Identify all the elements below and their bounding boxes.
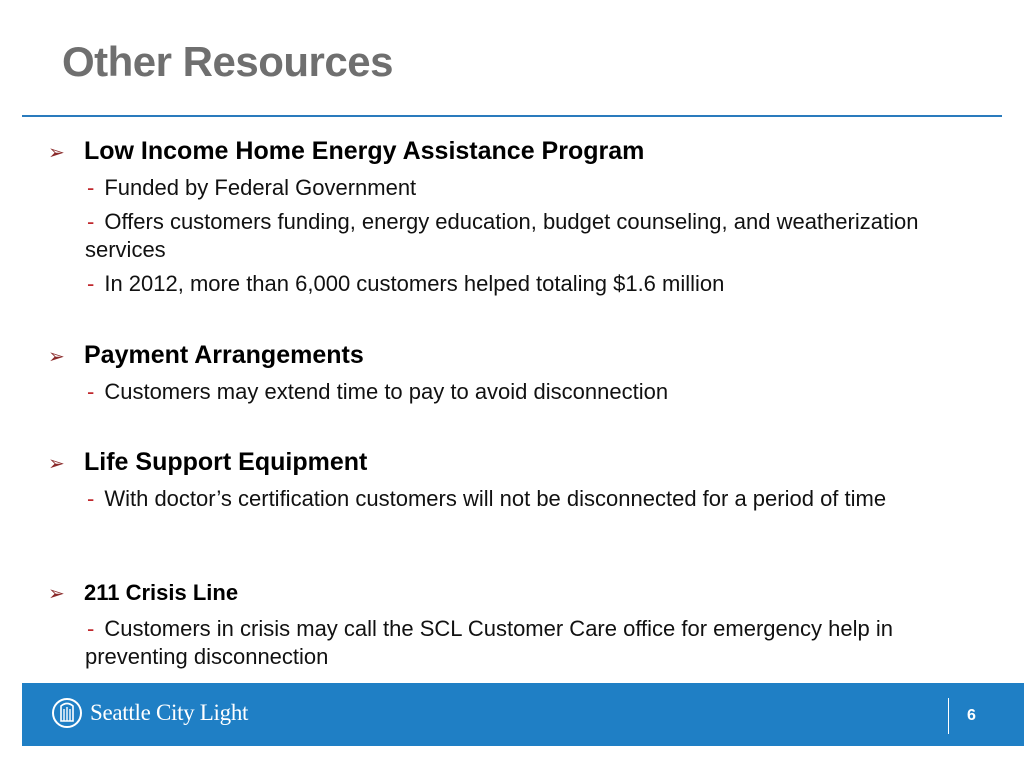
section-heading-row xyxy=(48,580,238,606)
arrow-bullet-icon: ➢ xyxy=(48,583,65,605)
section-heading: Payment Arrangements xyxy=(84,341,364,369)
dash-bullet-icon: - xyxy=(87,379,95,404)
sub-bullet xyxy=(85,485,985,513)
arrow-bullet-icon: ➢ xyxy=(48,142,65,164)
sub-bullet xyxy=(85,615,985,671)
dash-bullet-icon: - xyxy=(87,209,95,234)
section-heading-row xyxy=(48,137,644,166)
sub-bullet xyxy=(85,208,985,264)
sub-bullet-text: Customers may extend time to pay to avoid disconnection xyxy=(104,379,669,404)
sub-bullet xyxy=(85,378,985,406)
dash-bullet-icon: - xyxy=(87,175,95,200)
section-heading-row xyxy=(48,448,367,477)
sub-bullet-text: Offers customers funding, energy education, budget counseling, and weatherization services xyxy=(85,209,919,262)
slide-title: Other Resources xyxy=(62,38,393,85)
section-heading: Low Income Home Energy Assistance Program xyxy=(84,137,645,165)
dash-bullet-icon: - xyxy=(87,486,95,511)
sub-bullet-text: Funded by Federal Government xyxy=(104,175,417,200)
footer-bar xyxy=(22,683,1024,746)
logo xyxy=(52,696,248,730)
sub-bullet xyxy=(85,270,985,298)
sub-bullet-text: In 2012, more than 6,000 customers helped totaling $1.6 million xyxy=(104,271,725,296)
dash-bullet-icon: - xyxy=(87,271,95,296)
arrow-bullet-icon: ➢ xyxy=(48,346,65,368)
dash-bullet-icon: - xyxy=(87,616,95,641)
section-heading-row xyxy=(48,341,364,370)
section-heading: 211 Crisis Line xyxy=(84,580,239,605)
seattle-city-light-logo-icon xyxy=(52,696,84,730)
footer-separator xyxy=(948,698,949,734)
section-heading: Life Support Equipment xyxy=(84,448,368,476)
logo-text: Seattle City Light xyxy=(90,700,249,725)
page-number: 6 xyxy=(967,707,976,724)
sub-bullet xyxy=(85,174,985,202)
title-divider xyxy=(22,115,1002,117)
sub-bullet-text: With doctor’s certification customers will not be disconnected for a period of time xyxy=(104,486,887,511)
arrow-bullet-icon: ➢ xyxy=(48,453,65,475)
sub-bullet-text: Customers in crisis may call the SCL Customer Care office for emergency help in preventing disconnection xyxy=(85,616,893,669)
